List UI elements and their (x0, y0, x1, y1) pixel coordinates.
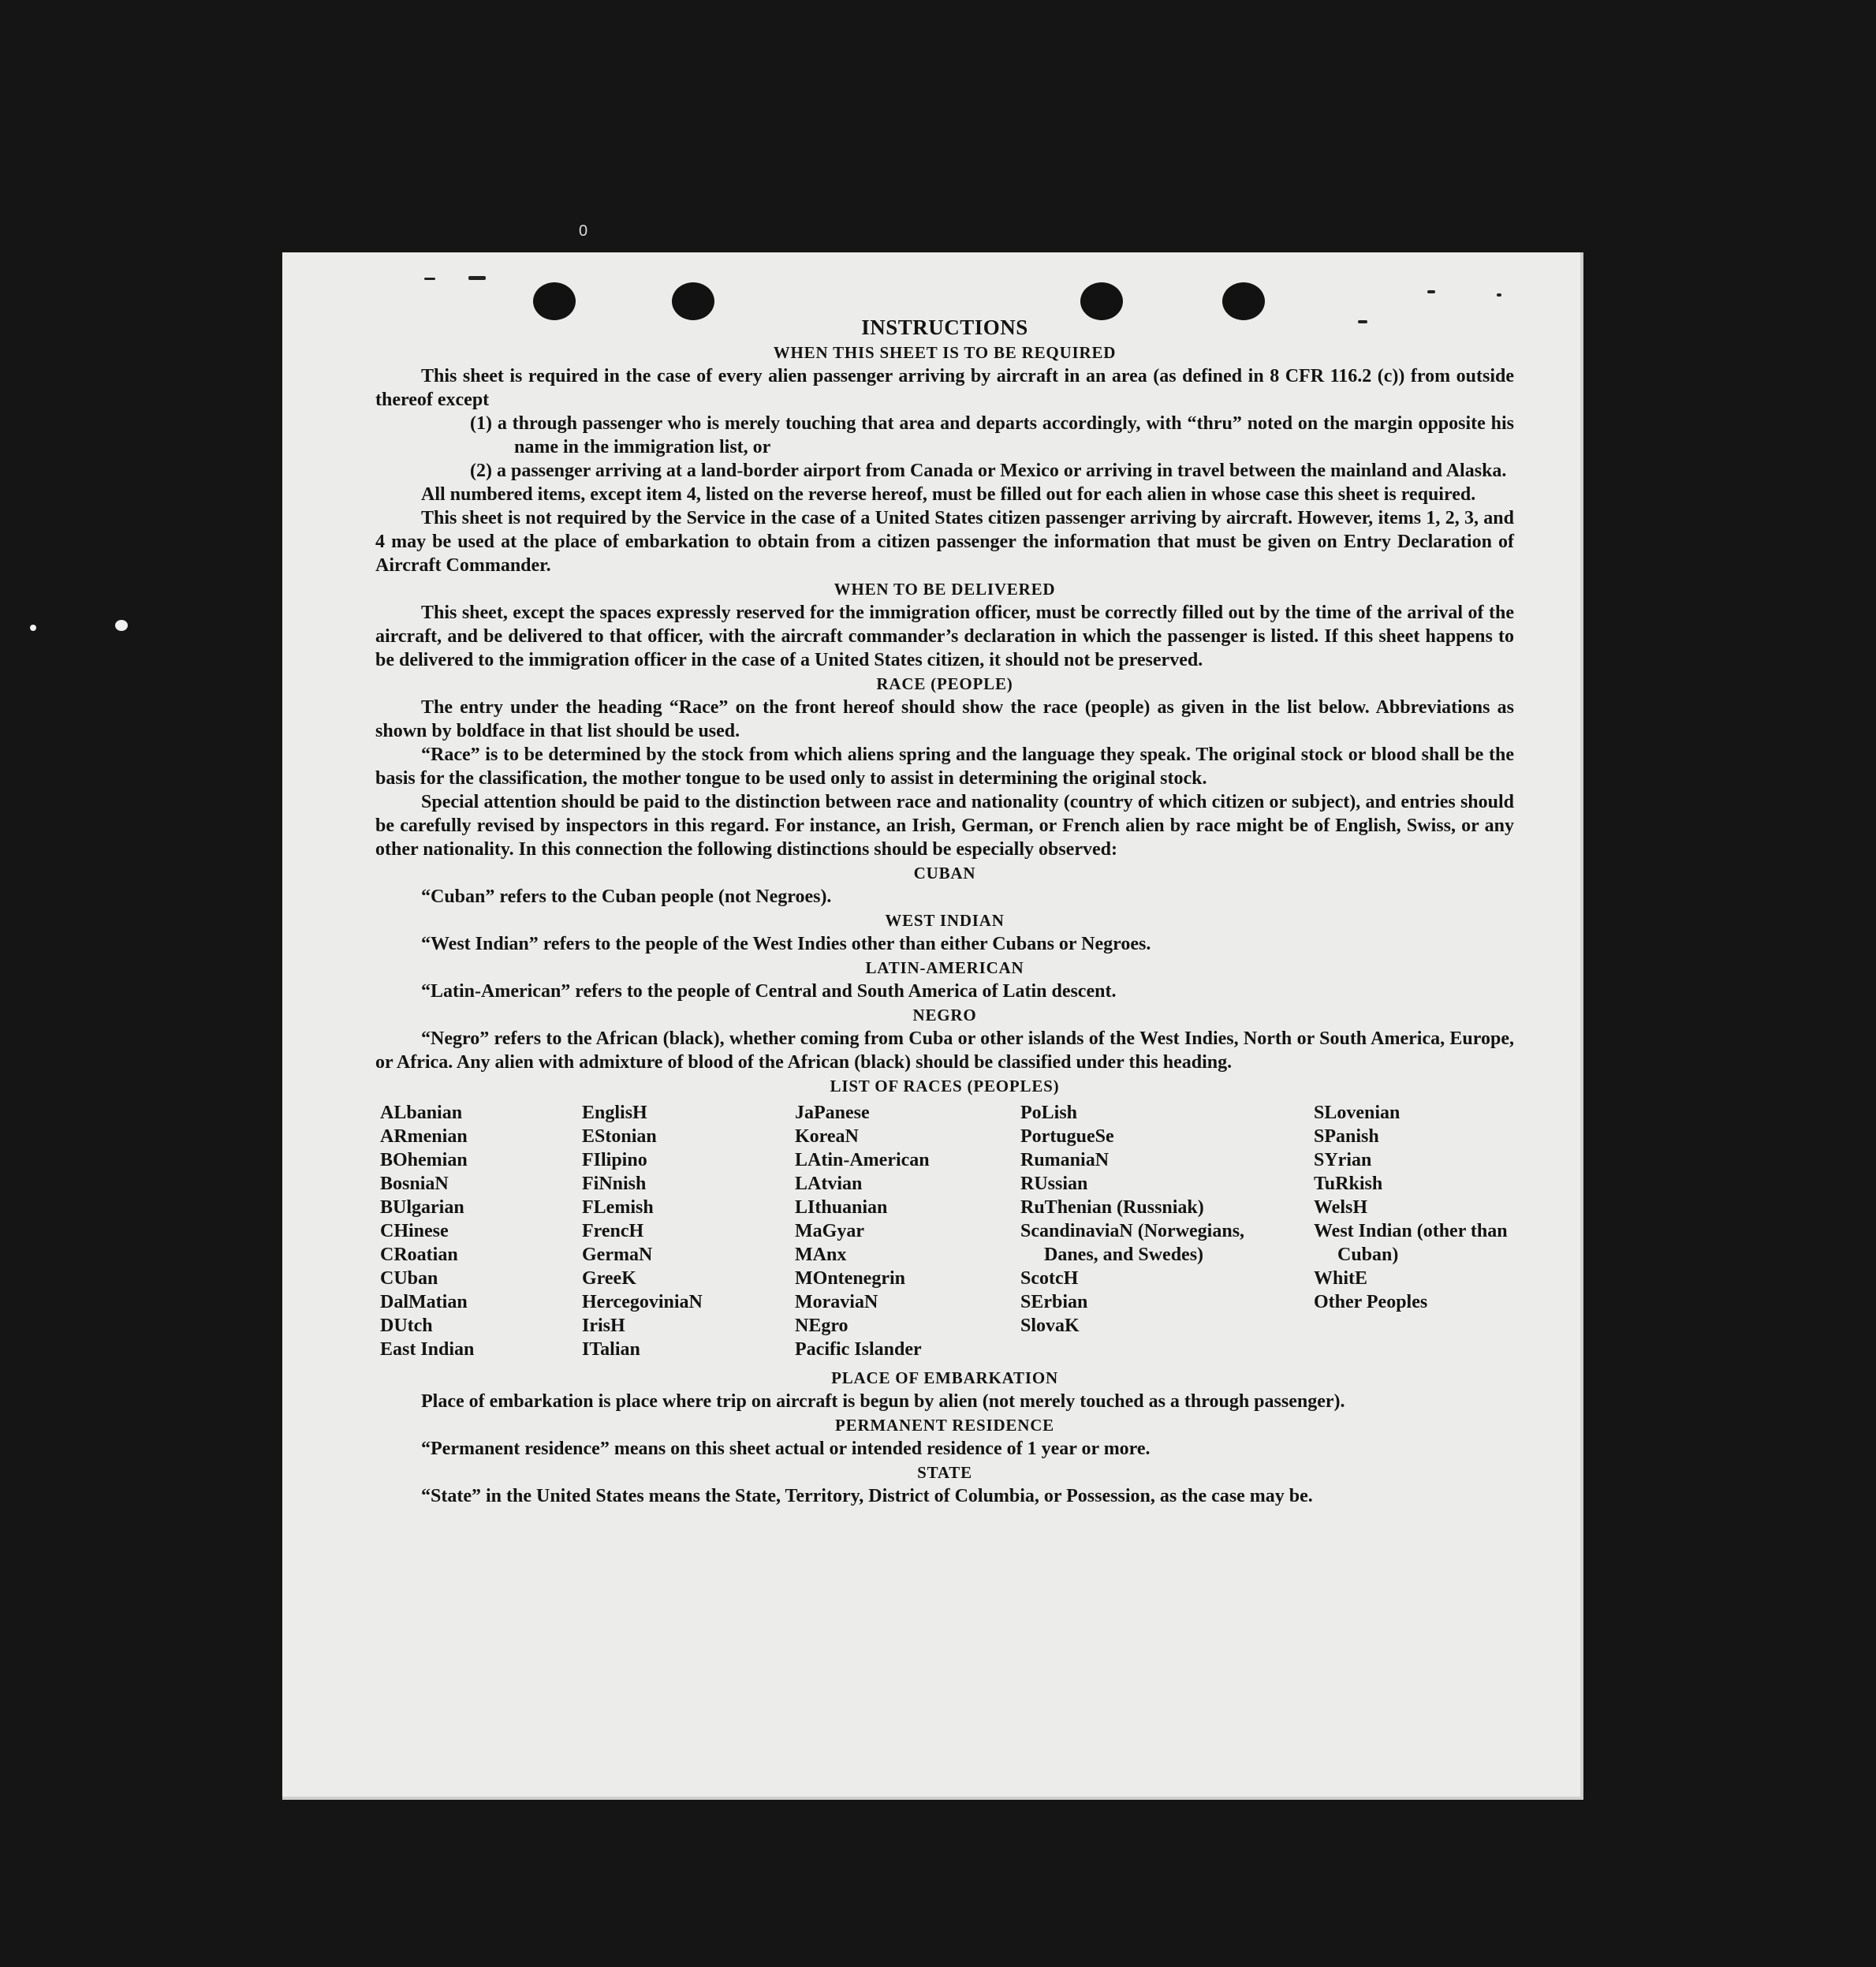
race-item: IrisH (582, 1316, 625, 1336)
race-paragraph-2: “Race” is to be determined by the stock from which aliens spring and the language they speak. The original stock or blood shall be the basis for the classification, the mother tongue to be used only to assist in determining the original stock. (375, 745, 1514, 789)
race-item: West Indian (other than Cuban) (1314, 1221, 1508, 1265)
race-item: East Indian (380, 1339, 475, 1360)
when-required-paragraph-3: This sheet is not required by the Service in the case of a United States citizen passenger arriving by aircraft. However, items 1, 2, 3, and 4 may be used at the place of embarkation to obtain from a citizen passenger the information that must be given on Entry Declaration of Aircraft Commander. (375, 508, 1514, 576)
race-item: Other Peoples (1314, 1292, 1428, 1312)
race-paragraph-1: The entry under the heading “Race” on the front hereof should show the race (people) as given in the list below. Abbreviations as shown by boldface in that list should be used. (375, 697, 1514, 741)
race-item: FrencH (582, 1221, 644, 1241)
race-item: JaPanese (795, 1103, 870, 1123)
place-of-embarkation-text: Place of embarkation is place where trip on aircraft is begun by alien (not merely touched as a through passenger). (421, 1391, 1345, 1412)
races-column-2 (582, 1101, 795, 1361)
race-item: SlovaK (1020, 1316, 1080, 1336)
race-item: BOhemian (380, 1150, 468, 1170)
race-item: RUssian (1020, 1174, 1088, 1194)
scan-dust-mark (30, 625, 36, 631)
race-item: TuRkish (1314, 1174, 1383, 1194)
race-item: FIlipino (582, 1150, 647, 1170)
scan-dust-mark (115, 620, 128, 631)
race-item: WelsH (1314, 1197, 1368, 1218)
race-item: CRoatian (380, 1245, 458, 1265)
races-column-3 (795, 1101, 1020, 1361)
permanent-residence-text: “Permanent residence” means on this sheet actual or intended residence of 1 year or more. (421, 1439, 1151, 1459)
negro-text: “Negro” refers to the African (black), whether coming from Cuba or other islands of the West Indies, North or South America, Europe, or Africa. Any alien with admixture of blood of the African (black) should be classified under this heading. (375, 1028, 1514, 1073)
heading-list-of-races: LIST OF RACES (PEOPLES) (830, 1077, 1060, 1095)
race-item: MaGyar (795, 1221, 864, 1241)
west-indian-text: “West Indian” refers to the people of the West Indies other than either Cubans or Negroes. (421, 934, 1151, 954)
race-item: EStonian (582, 1126, 657, 1147)
race-item: LIthuanian (795, 1197, 888, 1218)
race-item: CUban (380, 1268, 438, 1289)
cuban-text: “Cuban” refers to the Cuban people (not Negroes). (421, 886, 832, 907)
heading-cuban: CUBAN (913, 864, 976, 883)
race-item: FLemish (582, 1197, 654, 1218)
race-item: SYrian (1314, 1150, 1372, 1170)
when-required-intro: This sheet is required in the case of every alien passenger arriving by aircraft in an area (as defined in 8 CFR 116.2 (c)) from outside thereof except (375, 366, 1514, 410)
state-text: “State” in the United States means the State, Territory, District of Columbia, or Possession, as the case may be. (421, 1486, 1313, 1506)
races-list (380, 1101, 1514, 1361)
heading-when-required: WHEN THIS SHEET IS TO BE REQUIRED (773, 343, 1117, 362)
races-column-4 (1020, 1101, 1314, 1361)
race-item: ITalian (582, 1339, 640, 1360)
instruction-sheet (282, 252, 1583, 1800)
race-item: PortugueSe (1020, 1126, 1114, 1147)
heading-state: STATE (917, 1463, 972, 1482)
races-column-1 (380, 1101, 582, 1361)
race-item: SLovenian (1314, 1103, 1400, 1123)
race-item: GreeK (582, 1268, 636, 1289)
heading-race: RACE (PEOPLE) (876, 674, 1013, 693)
race-item: NEgro (795, 1316, 848, 1336)
race-item: GermaN (582, 1245, 653, 1265)
race-item: HercegoviniaN (582, 1292, 703, 1312)
race-item: MoraviaN (795, 1292, 878, 1312)
exception-item-1: (1) a through passenger who is merely touching that area and departs accordingly, with “thru” noted on the margin opposite his name in the immigration list, or (470, 413, 1514, 457)
when-delivered-text: This sheet, except the spaces expressly reserved for the immigration officer, must be correctly filled out by the time of the arrival of the aircraft, and be delivered to that officer, with the aircraft commander’s declaration in which the passenger is listed. If this sheet happens to be delivered to the immigration officer in the case of a United States citizen, it should not be preserved. (375, 603, 1514, 670)
when-required-paragraph-2: All numbered items, except item 4, listed on the reverse hereof, must be filled out for each alien in whose case this sheet is required. (421, 484, 1476, 505)
race-paragraph-3: Special attention should be paid to the distinction between race and nationality (country of which citizen or subject), and entries should be carefully revised by inspectors in this regard. For instance, an Irish, German, or French alien by race might be of English, Swiss, or any other nationality. In this connection the following distinctions should be especially observed: (375, 792, 1514, 860)
race-item: ScandinaviaN (Norwegians, Danes, and Swedes) (1020, 1221, 1245, 1265)
heading-west-indian: WEST INDIAN (885, 911, 1005, 930)
heading-when-delivered: WHEN TO BE DELIVERED (834, 580, 1056, 599)
heading-latin-american: LATIN-AMERICAN (865, 958, 1024, 977)
ink-speck (424, 278, 435, 280)
exception-item-2: (2) a passenger arriving at a land-border airport from Canada or Mexico or arriving in travel between the mainland and Alaska. (470, 461, 1507, 481)
latin-american-text: “Latin-American” refers to the people of Central and South America of Latin descent. (421, 981, 1117, 1002)
heading-place-of-embarkation: PLACE OF EMBARKATION (831, 1368, 1058, 1387)
race-item: DalMatian (380, 1292, 468, 1312)
race-item: ScotcH (1020, 1268, 1079, 1289)
race-item: EnglisH (582, 1103, 647, 1123)
heading-negro: NEGRO (912, 1006, 977, 1025)
race-item: Pacific Islander (795, 1339, 922, 1360)
race-item: SErbian (1020, 1292, 1088, 1312)
heading-permanent-residence: PERMANENT RESIDENCE (835, 1416, 1054, 1435)
race-item: ALbanian (380, 1103, 463, 1123)
ink-speck (1427, 290, 1435, 293)
race-item: MAnx (795, 1245, 847, 1265)
races-column-5 (1314, 1101, 1514, 1361)
race-item: WhitE (1314, 1268, 1368, 1289)
race-item: ARmenian (380, 1126, 468, 1147)
race-item: MOntenegrin (795, 1268, 905, 1289)
ink-speck (468, 276, 486, 280)
race-item: RuThenian (Russniak) (1020, 1197, 1204, 1218)
race-item: FiNnish (582, 1174, 647, 1194)
race-item: RumaniaN (1020, 1150, 1110, 1170)
scan-top-mark: 0 (579, 222, 588, 240)
race-item: BUlgarian (380, 1197, 464, 1218)
instructions-body (375, 314, 1514, 1508)
race-item: SPanish (1314, 1126, 1379, 1147)
race-item: PoLish (1020, 1103, 1078, 1123)
ink-speck (1497, 293, 1501, 297)
race-item: LAtin-American (795, 1150, 930, 1170)
race-item: DUtch (380, 1316, 433, 1336)
page-title: INSTRUCTIONS (861, 315, 1028, 339)
race-item: LAtvian (795, 1174, 863, 1194)
race-item: BosniaN (380, 1174, 449, 1194)
race-item: KoreaN (795, 1126, 859, 1147)
race-item: CHinese (380, 1221, 449, 1241)
